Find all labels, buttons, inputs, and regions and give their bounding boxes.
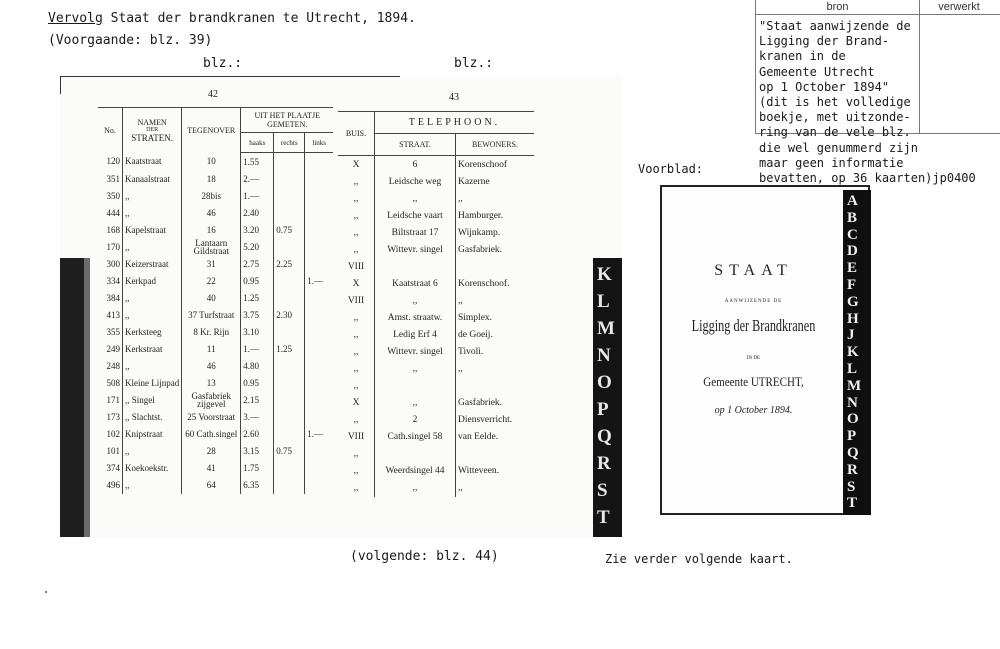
index-letter: O: [597, 372, 612, 393]
col-buis-header: BUIS.: [338, 112, 375, 156]
table-row: [338, 275, 534, 292]
table-row: [338, 173, 534, 190]
cell-buis: ,,: [338, 412, 375, 429]
blz-label-right: blz.:: [454, 56, 494, 71]
page-number-left: 42: [208, 89, 218, 100]
cell-links: [305, 375, 334, 392]
cell-tegenover: 25 Voorstraat: [182, 409, 241, 426]
scan-border-top: [60, 76, 400, 77]
cell-straat: Amst. straatw.: [375, 309, 456, 326]
cell-tegenover: 40: [182, 289, 241, 306]
cell-naam: Kleine Lijnpad: [123, 375, 182, 392]
cell-tegenover: 28bis: [182, 187, 241, 204]
cell-haaks: 0.95: [241, 375, 274, 392]
table-row: [338, 326, 534, 343]
cell-bewoners: de Goeij.: [458, 329, 493, 340]
table-row: [338, 207, 534, 224]
cell-rechts: [274, 392, 305, 409]
cell-buis: ,,: [338, 446, 375, 463]
table-row: [98, 392, 333, 409]
cover-datum: op 1 October 1894.: [714, 405, 793, 416]
cell-rechts: [274, 289, 305, 306]
cell-links: [305, 358, 334, 375]
cell-bewoners: ,,: [458, 364, 463, 375]
cover-gemeente: Gemeente UTRECHT,: [703, 374, 804, 389]
cover-in-de: IN DE: [746, 356, 761, 361]
table-row: [338, 446, 534, 463]
cell-tegenover: Lantaarn Gildstraat: [182, 238, 241, 255]
cell-buis: VIII: [338, 258, 375, 275]
cover-tab-letter: D: [847, 243, 858, 260]
index-letter: N: [597, 345, 611, 366]
index-letter: L: [597, 291, 610, 312]
register-table-right: [338, 111, 534, 497]
cell-tegenover: 60 Cath.singel: [182, 426, 241, 443]
cell-naam: Kapelstraat: [123, 221, 182, 238]
index-letter: K: [597, 264, 612, 285]
cell-naam: ,, Singel: [123, 392, 182, 409]
cell-naam: ,, Slachtst.: [123, 409, 182, 426]
table-row: [338, 361, 534, 378]
cell-buis: ,,: [338, 361, 375, 378]
cover-tab-letter: S: [847, 478, 856, 495]
cell-tegenover: 46: [182, 358, 241, 375]
cell-straat: Cath.singel 58: [375, 429, 456, 446]
table-row: [98, 272, 333, 289]
cell-buis: X: [338, 156, 375, 174]
cover-aanwijzende: AANWIJZENDE DE: [724, 299, 783, 304]
table-row: [98, 460, 333, 477]
table-row: [98, 426, 333, 443]
cover-tab-letter: O: [847, 411, 859, 428]
table-row: [338, 429, 534, 446]
cell-links: [305, 289, 334, 306]
source-description: "Staat aanwijzende de Ligging der Brand- kranen in de Gemeente Utrecht op 1 October 1894" (dit is het volledige boekje, met uitzonde- ring van de vele blz. die wel genummerd zijn maar geen informatie bevatten, op 36 kaarten)jp0400: [759, 19, 976, 186]
table-row: [98, 289, 333, 306]
cover-tab-letter: E: [847, 260, 858, 277]
cell-straat: ,,: [375, 395, 456, 412]
cover-tab-letter: N: [847, 394, 858, 411]
next-page-ref: (volgende: blz. 44): [350, 549, 499, 564]
cell-links: [305, 443, 334, 460]
cell-naam: ,,: [123, 238, 182, 255]
cell-straat: [375, 258, 456, 275]
cell-no: 249: [98, 341, 123, 358]
table-row: [98, 306, 333, 323]
cell-links: 1.—: [307, 275, 323, 286]
cell-links: [305, 238, 334, 255]
table-row: [338, 378, 534, 395]
cell-rechts: [274, 323, 305, 340]
cell-buis: ,,: [338, 480, 375, 497]
cell-tegenover: 28: [182, 443, 241, 460]
cell-straat: Kaatstraat 6: [375, 275, 456, 292]
cell-buis: ,,: [338, 173, 375, 190]
cell-naam: ,,: [123, 187, 182, 204]
processed-column-header: verwerkt: [918, 0, 1000, 15]
left-page-shadow: [60, 258, 84, 537]
cell-naam: Kerkstraat: [123, 341, 182, 358]
cell-bewoners: Korenschoof.: [458, 278, 510, 289]
cell-haaks: 1.25: [241, 289, 274, 306]
cell-straat: 2: [375, 412, 456, 429]
table-row: [98, 187, 333, 204]
cover-staat: STAAT: [714, 262, 793, 279]
cell-links: [305, 153, 334, 171]
cell-rechts: [274, 170, 305, 187]
col-links-header: links: [305, 133, 334, 153]
table-row: [338, 309, 534, 326]
cover-tab-letter: G: [847, 293, 859, 310]
cell-no: 384: [98, 289, 123, 306]
page-number-right: 43: [449, 92, 459, 103]
table-row: [338, 224, 534, 241]
cell-no: 355: [98, 323, 123, 340]
cell-rechts: [274, 460, 305, 477]
table-row: [98, 238, 333, 255]
table-row: [98, 221, 333, 238]
cell-haaks: 5.20: [241, 238, 274, 255]
cell-naam: ,,: [123, 443, 182, 460]
table-row: [338, 412, 534, 429]
cell-naam: ,,: [123, 306, 182, 323]
cell-straat: ,,: [375, 480, 456, 497]
cell-links: [305, 204, 334, 221]
cell-straat: Wittevr. singel: [375, 344, 456, 361]
cell-buis: ,,: [338, 207, 375, 224]
cell-buis: ,,: [338, 241, 375, 258]
table-row: [338, 190, 534, 207]
cell-bewoners: Hamburger.: [458, 210, 503, 221]
cell-naam: ,,: [123, 289, 182, 306]
cell-tegenover: 64: [182, 477, 241, 494]
cell-haaks: 3.15: [241, 443, 274, 460]
cover-tab-letter: B: [847, 209, 858, 226]
plaatje-header: [241, 108, 334, 133]
cell-straat: Wittevr. singel: [375, 241, 456, 258]
cell-bewoners: Simplex.: [458, 312, 493, 323]
cover-tab-letter: F: [847, 277, 857, 293]
cell-haaks: 2.15: [241, 392, 274, 409]
left-page-shadow-edge: [84, 258, 90, 537]
cell-straat: Biltstraat 17: [375, 224, 456, 241]
index-letter: M: [597, 318, 615, 339]
cell-rechts: [274, 272, 305, 289]
table-row: [98, 477, 333, 494]
cell-bewoners: Wijnkamp.: [458, 227, 501, 238]
cell-links: [305, 477, 334, 494]
cell-links: [305, 255, 334, 272]
table-row: [98, 409, 333, 426]
cell-haaks: 4.80: [241, 358, 274, 375]
straten-label: STRATEN.: [131, 132, 173, 143]
cell-rechts: 2.30: [274, 306, 305, 323]
plaatje-label: UIT HET PLAATJE: [254, 111, 320, 120]
col-no-header: No.: [98, 108, 123, 153]
cover-tab-letter: Q: [847, 445, 859, 461]
cell-no: 248: [98, 358, 123, 375]
cell-rechts: [274, 409, 305, 426]
cell-no: 101: [98, 443, 123, 460]
cell-tegenover: 22: [182, 272, 241, 289]
cell-links: [305, 392, 334, 409]
table-row: [98, 255, 333, 272]
table-row: [98, 153, 333, 171]
cell-straat: ,,: [375, 292, 456, 309]
cell-rechts: 1.25: [274, 341, 305, 358]
cell-tegenover: 46: [182, 204, 241, 221]
table-row: [98, 443, 333, 460]
cell-haaks: 2.75: [241, 255, 274, 272]
cell-no: 171: [98, 392, 123, 409]
cell-no: 351: [98, 170, 123, 187]
cell-no: 168: [98, 221, 123, 238]
cell-naam: Kanaalstraat: [123, 170, 182, 187]
see-next-card-note: Zie verder volgende kaart.: [605, 552, 793, 566]
cell-tegenover: 8 Kr. Rijn: [182, 323, 241, 340]
title-underlined-word: Vervolg: [48, 11, 103, 26]
register-table-left: [98, 107, 333, 494]
table-row: [338, 480, 534, 497]
register-rows-right: [338, 156, 534, 497]
col-straat-header: STRAAT.: [375, 134, 456, 156]
cell-links: 1.—: [307, 429, 323, 440]
cover-tab-letter: H: [847, 310, 859, 327]
cell-no: 496: [98, 477, 123, 494]
cell-naam: ,,: [123, 358, 182, 375]
cell-rechts: [274, 358, 305, 375]
cell-straat: [375, 446, 456, 463]
telephoon-header: TELEPHOON.: [375, 112, 535, 134]
table-row: [98, 204, 333, 221]
cell-straat: Leidsche weg: [375, 173, 456, 190]
cell-bewoners: ,,: [458, 295, 463, 306]
col-namen-header: [123, 108, 182, 153]
cell-buis: ,,: [338, 309, 375, 326]
cell-links: [305, 409, 334, 426]
cell-no: 508: [98, 375, 123, 392]
cell-rechts: [274, 375, 305, 392]
cell-no: 173: [98, 409, 123, 426]
table-row: [338, 463, 534, 480]
cell-naam: ,,: [123, 477, 182, 494]
cell-straat: ,,: [375, 190, 456, 207]
cell-tegenover: 31: [182, 255, 241, 272]
cell-buis: ,,: [338, 190, 375, 207]
speck: [45, 591, 47, 593]
table-row: [338, 395, 534, 412]
cell-naam: Kerkpad: [123, 272, 182, 289]
title-rest: Staat der brandkranen te Utrecht, 1894.: [102, 11, 416, 26]
cell-haaks: 2.—: [241, 170, 274, 187]
cell-tegenover: 18: [182, 170, 241, 187]
table-row: [98, 341, 333, 358]
cell-naam: ,,: [123, 204, 182, 221]
table-row: [338, 258, 534, 275]
cell-haaks: 0.95: [241, 272, 274, 289]
cover-tab-letter: A: [847, 193, 858, 209]
cell-bewoners: Kazerne: [458, 176, 490, 187]
cell-haaks: 1.—: [241, 187, 274, 204]
cell-naam: Koekoekstr.: [123, 460, 182, 477]
cell-naam: Knipstraat: [123, 426, 182, 443]
cell-no: 102: [98, 426, 123, 443]
namen-label: NAMEN: [137, 117, 167, 127]
cell-haaks: 1.55: [241, 153, 274, 171]
cover-tab-letter: R: [847, 461, 858, 478]
cell-no: 374: [98, 460, 123, 477]
table-row: [338, 344, 534, 361]
cover-tab-letter: T: [847, 495, 858, 512]
cell-links: [305, 187, 334, 204]
cell-buis: ,,: [338, 326, 375, 343]
index-letter: T: [597, 507, 610, 528]
cell-tegenover: 11: [182, 341, 241, 358]
table-row: [338, 241, 534, 258]
cell-tegenover: 13: [182, 375, 241, 392]
cell-links: [305, 170, 334, 187]
cell-no: 413: [98, 306, 123, 323]
cell-rechts: 0.75: [274, 221, 305, 238]
cell-rechts: 2.25: [274, 255, 305, 272]
cover-tab-letter: C: [847, 226, 858, 243]
cell-rechts: [274, 187, 305, 204]
cover-tab-letter: M: [847, 377, 862, 394]
cell-haaks: 2.40: [241, 204, 274, 221]
cell-haaks: 3.10: [241, 323, 274, 340]
register-rows-left: [98, 153, 333, 494]
scan-border-left: [60, 76, 61, 94]
cell-straat: ,,: [375, 361, 456, 378]
cell-bewoners: [456, 378, 535, 395]
cell-haaks: 2.60: [241, 426, 274, 443]
cell-bewoners: Diensverricht.: [458, 415, 513, 426]
col-bewoners-header: BEWONERS.: [456, 134, 535, 156]
cell-no: 300: [98, 255, 123, 272]
col-tegenover-header: TEGENOVER: [182, 108, 241, 153]
cell-buis: ,,: [338, 344, 375, 361]
gemeten-label: GEMETEN.: [267, 120, 308, 129]
cell-bewoners: Tivoli.: [458, 347, 484, 358]
cell-haaks: 3.75: [241, 306, 274, 323]
cell-bewoners: [456, 446, 535, 463]
index-letter: R: [597, 453, 611, 474]
cover-tab-letter: J: [847, 327, 855, 344]
cell-buis: VIII: [338, 292, 375, 309]
cell-buis: ,,: [338, 463, 375, 480]
cell-straat: Ledig Erf 4: [375, 326, 456, 343]
cell-bewoners: Gasfabriek.: [458, 398, 503, 409]
cell-straat: Weerdsingel 44: [375, 463, 456, 480]
cell-no: 350: [98, 187, 123, 204]
cell-bewoners: Gasfabriek.: [458, 244, 503, 255]
cell-straat: Leidsche vaart: [375, 207, 456, 224]
cell-naam: Kerksteeg: [123, 323, 182, 340]
cell-buis: ,,: [338, 224, 375, 241]
blz-label-left: blz.:: [203, 56, 243, 71]
cell-bewoners: ,,: [458, 193, 463, 204]
cell-rechts: [274, 238, 305, 255]
cell-tegenover: 41: [182, 460, 241, 477]
cell-haaks: 1.—: [241, 341, 274, 358]
index-letter: P: [597, 399, 609, 420]
document-title: [48, 11, 416, 26]
cell-links: [305, 323, 334, 340]
cell-buis: X: [338, 275, 375, 292]
cell-buis: VIII: [338, 429, 375, 446]
table-row: [98, 170, 333, 187]
source-column-header: bron: [755, 0, 920, 15]
cell-bewoners: [456, 258, 535, 275]
cell-bewoners: Witteveen.: [458, 466, 500, 477]
cover-tab-letter: L: [847, 361, 858, 377]
cell-links: [305, 460, 334, 477]
cell-haaks: 1.75: [241, 460, 274, 477]
table-row: [98, 375, 333, 392]
cell-naam: Keizerstraat: [123, 255, 182, 272]
table-row: [338, 292, 534, 309]
cell-straat: 6: [375, 156, 456, 174]
cover-tab-letter: P: [847, 428, 857, 445]
cover-ligging: Ligging der Brandkranen: [691, 316, 816, 335]
cell-rechts: 0.75: [274, 443, 305, 460]
cell-rechts: [274, 204, 305, 221]
cell-rechts: [274, 477, 305, 494]
cell-naam: Kaatstraat: [123, 153, 182, 171]
col-haaks-header: haaks: [241, 133, 274, 153]
cell-no: 120: [98, 153, 123, 171]
der-label: DER: [146, 126, 159, 133]
index-letter: Q: [597, 426, 612, 447]
cell-straat: [375, 378, 456, 395]
cell-rechts: [274, 153, 305, 171]
cell-links: [305, 306, 334, 323]
cell-bewoners: Korenschoof: [458, 159, 508, 170]
cell-tegenover: 10: [182, 153, 241, 171]
cell-no: 170: [98, 238, 123, 255]
table-row: [98, 358, 333, 375]
cell-buis: ,,: [338, 378, 375, 395]
cell-rechts: [274, 426, 305, 443]
col-rechts-header: rechts: [274, 133, 305, 153]
cell-haaks: 6.35: [241, 477, 274, 494]
cell-no: 444: [98, 204, 123, 221]
cell-links: [305, 341, 334, 358]
cell-bewoners: ,,: [458, 483, 463, 494]
cell-tegenover: 16: [182, 221, 241, 238]
cell-bewoners: van Eelde.: [458, 432, 499, 443]
cell-links: [305, 221, 334, 238]
cell-tegenover: 37 Turfstraat: [182, 306, 241, 323]
table-row: [98, 323, 333, 340]
table-row: [338, 156, 534, 174]
cover-alphabet-tabs: [843, 190, 871, 515]
booklet-cover: [660, 185, 870, 515]
cell-haaks: 3.20: [241, 221, 274, 238]
previous-page-ref: (Voorgaande: blz. 39): [48, 33, 213, 48]
cell-tegenover: Gasfabriek zijgevel: [182, 392, 241, 409]
index-letter: S: [597, 480, 608, 501]
cover-label: Voorblad:: [638, 162, 704, 176]
cell-haaks: 3.—: [241, 409, 274, 426]
cover-tab-letter: K: [847, 344, 859, 361]
cell-no: 334: [98, 272, 123, 289]
alphabet-index-strip: [593, 258, 622, 537]
cell-buis: X: [338, 395, 375, 412]
